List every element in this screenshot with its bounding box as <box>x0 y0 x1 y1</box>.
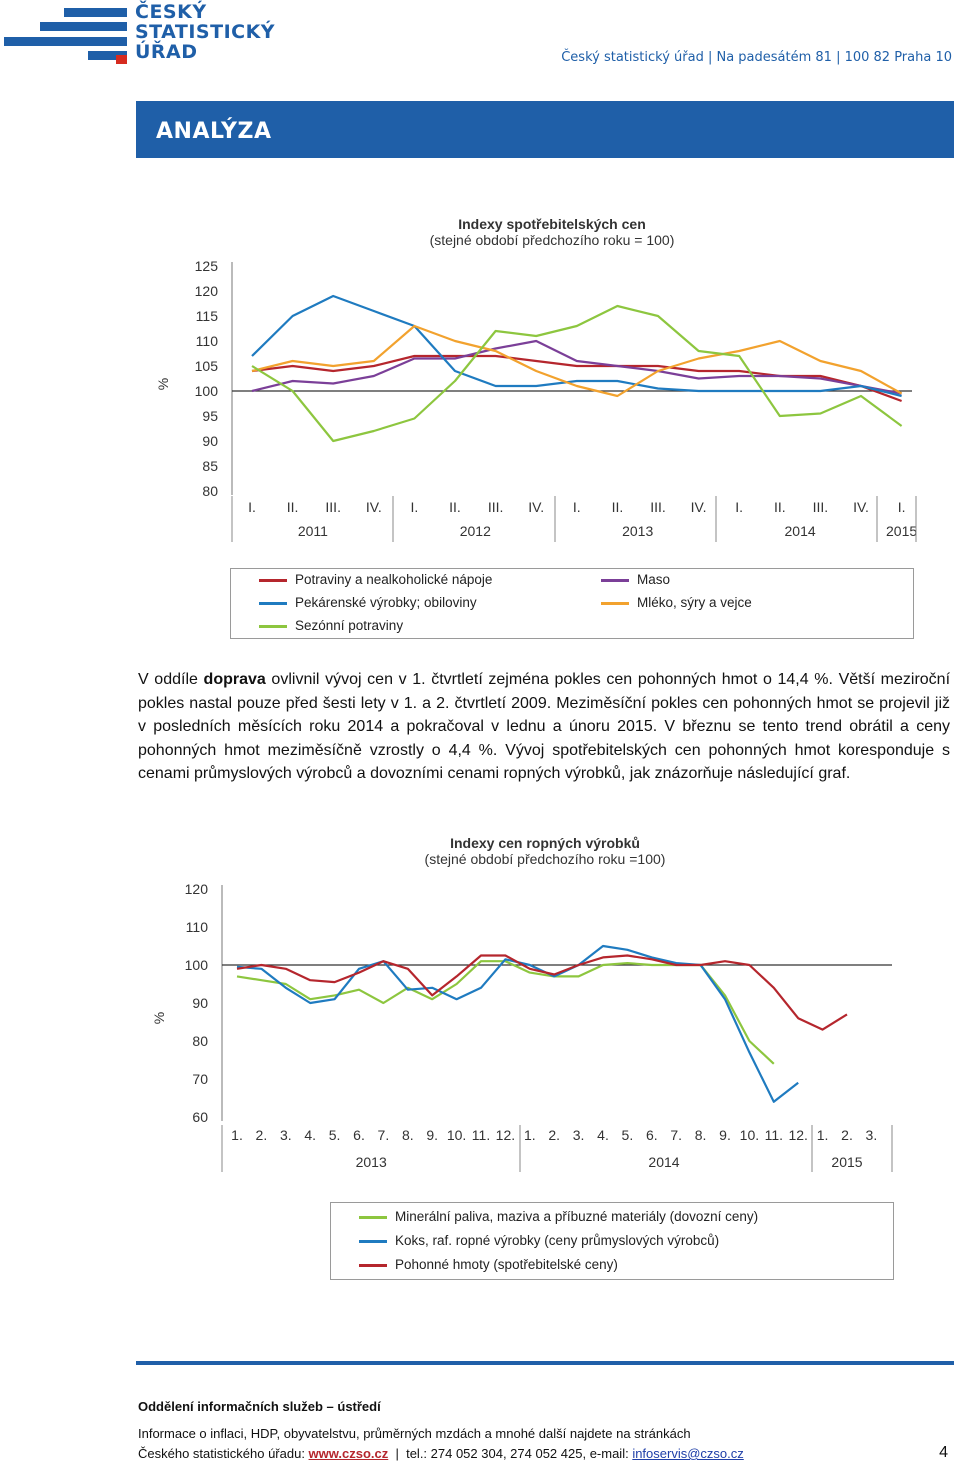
y-tick-label: 105 <box>194 358 218 374</box>
x-tick-label: IV. <box>690 499 707 515</box>
chart2-legend <box>330 1202 894 1280</box>
legend-item <box>359 1233 719 1248</box>
y-tick-label: 95 <box>202 408 218 424</box>
logo-text <box>135 2 275 62</box>
y-tick-label: 100 <box>184 957 208 973</box>
chart2-subtitle: (stejné období předchozího roku =100) <box>424 851 666 867</box>
year-label: 2012 <box>459 523 491 539</box>
y-tick-label: 100 <box>194 383 218 399</box>
x-tick-label: 1. <box>816 1127 829 1143</box>
chart2-plot <box>0 870 960 1190</box>
y-tick-label: 60 <box>192 1109 208 1125</box>
legend-item <box>259 572 492 587</box>
legend-swatch-icon <box>259 602 287 605</box>
x-tick-label: 1. <box>523 1127 536 1143</box>
x-tick-label: 2. <box>841 1127 853 1143</box>
footer-text-b: | tel.: 274 052 304, 274 052 425, e-mail: <box>388 1446 633 1461</box>
y-tick-label: 90 <box>202 433 218 449</box>
year-label: 2015 <box>831 1154 863 1170</box>
year-label: 2014 <box>784 523 816 539</box>
x-tick-label: 11. <box>471 1127 491 1143</box>
legend-label: Sezónní potraviny <box>295 618 404 633</box>
x-tick-label: III. <box>650 499 666 515</box>
year-label: 2013 <box>355 1154 387 1170</box>
y-tick-label: 120 <box>194 283 218 299</box>
banner-title: ANALÝZA <box>156 119 272 144</box>
x-tick-label: 8. <box>401 1127 414 1143</box>
year-label: 2014 <box>648 1154 680 1170</box>
x-tick-label: 3. <box>279 1127 292 1143</box>
legend-label: Pohonné hmoty (spotřebitelské ceny) <box>395 1257 618 1272</box>
x-tick-label: 6. <box>645 1127 658 1143</box>
y-axis-label: % <box>151 1011 167 1025</box>
y-tick-label: 80 <box>202 483 218 499</box>
legend-swatch-icon <box>359 1216 387 1219</box>
legend-label: Mléko, sýry a vejce <box>637 595 752 610</box>
section-banner <box>136 101 954 158</box>
series-line-2 <box>237 946 798 1102</box>
x-tick-label: I. <box>410 499 419 515</box>
year-label: 2013 <box>622 523 654 539</box>
chart1-title: Indexy spotřebitelských cen <box>458 216 646 232</box>
x-tick-label: III. <box>487 499 504 515</box>
x-tick-label: 9. <box>719 1127 731 1143</box>
x-tick-label: I. <box>735 499 744 515</box>
x-tick-label: 10. <box>739 1127 760 1143</box>
y-axis-label: % <box>155 377 171 391</box>
series-line-1 <box>237 961 774 1064</box>
legend-item <box>259 618 403 633</box>
year-label: 2011 <box>297 523 328 539</box>
x-tick-label: III. <box>812 499 829 515</box>
chart1-plot <box>0 250 960 590</box>
legend-item <box>359 1257 618 1272</box>
logo-line-3: ÚŘAD <box>135 41 198 63</box>
x-tick-label: II. <box>449 499 461 515</box>
footer-line-1: Informace o inflaci, HDP, obyvatelstvu, průměrných mzdách a mnohé další najdete na stránkách <box>138 1426 691 1441</box>
email-link[interactable]: infoservis@czso.cz <box>632 1446 744 1461</box>
x-tick-label: 3. <box>572 1127 585 1143</box>
legend-item <box>359 1209 758 1224</box>
x-tick-label: I. <box>248 499 256 515</box>
x-tick-label: II. <box>773 499 786 515</box>
y-tick-label: 85 <box>202 458 218 474</box>
y-tick-label: 110 <box>185 919 208 935</box>
para-text-2: ovlivnil vývoj cen v 1. čtvrtletí zejména pokles cen pohonných hmot o 14,4 %. Větší meziroční pokles nastal pouze před šesti lety v 1. a 2. čtvrtletí 2009. Meziměsíční pokles cen pohonných hmot se projevil již v posledních měsících roku 2014 a pokračoval v lednu a únoru 2015. V březnu se tento trend obrátil a ceny pohonných hmot meziměsíčně vzrostly o 4,4 %. Vývoj spotřebitelských cen pohonných hmot koresponduje s cenami průmyslových výrobců a dovozními cenami ropných výrobků, jak znázorňuje následující graf. <box>138 671 951 782</box>
legend-label: Pekárenské výrobky; obiloviny <box>295 595 477 610</box>
chart1-subtitle: (stejné období předchozího roku = 100) <box>429 232 675 248</box>
csu-logo <box>0 0 276 72</box>
body-paragraph <box>138 668 950 786</box>
x-tick-label: 8. <box>694 1127 707 1143</box>
y-tick-label: 120 <box>184 881 208 897</box>
series-line-5 <box>252 306 902 441</box>
x-tick-label: 3. <box>865 1127 878 1143</box>
x-tick-label: 7. <box>377 1127 390 1143</box>
x-tick-label: 11. <box>764 1127 784 1143</box>
footer-text-a: Českého statistického úřadu: <box>138 1446 309 1461</box>
para-text-1: V oddíle <box>138 671 204 688</box>
y-tick-label: 70 <box>192 1071 208 1087</box>
web-link[interactable]: www.czso.cz <box>308 1446 389 1461</box>
legend-item <box>601 595 752 610</box>
logo-stripes-icon <box>0 0 132 72</box>
x-tick-label: 9. <box>426 1127 439 1143</box>
legend-swatch-icon <box>359 1240 387 1243</box>
x-tick-label: 12. <box>788 1127 808 1143</box>
page-number: 4 <box>939 1444 948 1461</box>
x-tick-label: 10. <box>446 1127 467 1143</box>
x-tick-label: 7. <box>670 1127 683 1143</box>
series-line-3 <box>237 956 847 1030</box>
y-tick-label: 80 <box>192 1033 208 1049</box>
x-tick-label: 4. <box>304 1127 317 1143</box>
legend-swatch-icon <box>259 625 287 628</box>
x-tick-label: 2. <box>255 1127 268 1143</box>
legend-swatch-icon <box>601 579 629 582</box>
y-tick-label: 110 <box>195 333 218 349</box>
y-tick-label: 115 <box>195 308 218 324</box>
x-tick-label: 6. <box>353 1127 365 1143</box>
footer-dept: Oddělení informačních služeb – ústředí <box>138 1399 381 1414</box>
year-label: 2015 <box>886 523 918 539</box>
chart1-legend <box>230 568 914 639</box>
legend-label: Minerální paliva, maziva a příbuzné materiály (dovozní ceny) <box>395 1209 759 1224</box>
legend-item <box>601 572 670 587</box>
logo-line-2: STATISTICKÝ <box>135 21 276 43</box>
x-tick-label: IV. <box>853 499 869 515</box>
x-tick-label: I. <box>897 499 906 515</box>
chart2-title: Indexy cen ropných výrobků <box>450 835 640 851</box>
y-tick-label: 125 <box>194 258 218 274</box>
x-tick-label: 4. <box>597 1127 609 1143</box>
x-tick-label: I. <box>572 499 581 515</box>
footer-line-2 <box>138 1446 744 1461</box>
x-tick-label: IV. <box>528 499 545 515</box>
x-tick-label: III. <box>325 499 341 515</box>
x-tick-label: 5. <box>621 1127 634 1143</box>
para-bold: doprava <box>203 671 266 688</box>
x-tick-label: II. <box>286 499 299 515</box>
legend-swatch-icon <box>601 602 629 605</box>
legend-item <box>259 595 477 610</box>
x-tick-label: 2. <box>548 1127 561 1143</box>
logo-line-1: ČESKÝ <box>135 1 207 23</box>
x-tick-label: IV. <box>365 499 382 515</box>
legend-label: Potraviny a nealkoholické nápoje <box>295 572 493 587</box>
legend-label: Maso <box>637 572 671 587</box>
x-tick-label: 12. <box>495 1127 516 1143</box>
x-tick-label: 1. <box>231 1127 243 1143</box>
legend-label: Koks, raf. ropné výrobky (ceny průmyslových výrobců) <box>395 1233 720 1248</box>
y-tick-label: 90 <box>192 995 208 1011</box>
legend-swatch-icon <box>359 1264 387 1267</box>
legend-swatch-icon <box>259 579 287 582</box>
x-tick-label: 5. <box>328 1127 341 1143</box>
header-address: Český statistický úřad | Na padesátém 81 | 100 82 Praha 10 <box>561 50 952 65</box>
footer-divider <box>136 1361 954 1365</box>
x-tick-label: II. <box>611 499 624 515</box>
